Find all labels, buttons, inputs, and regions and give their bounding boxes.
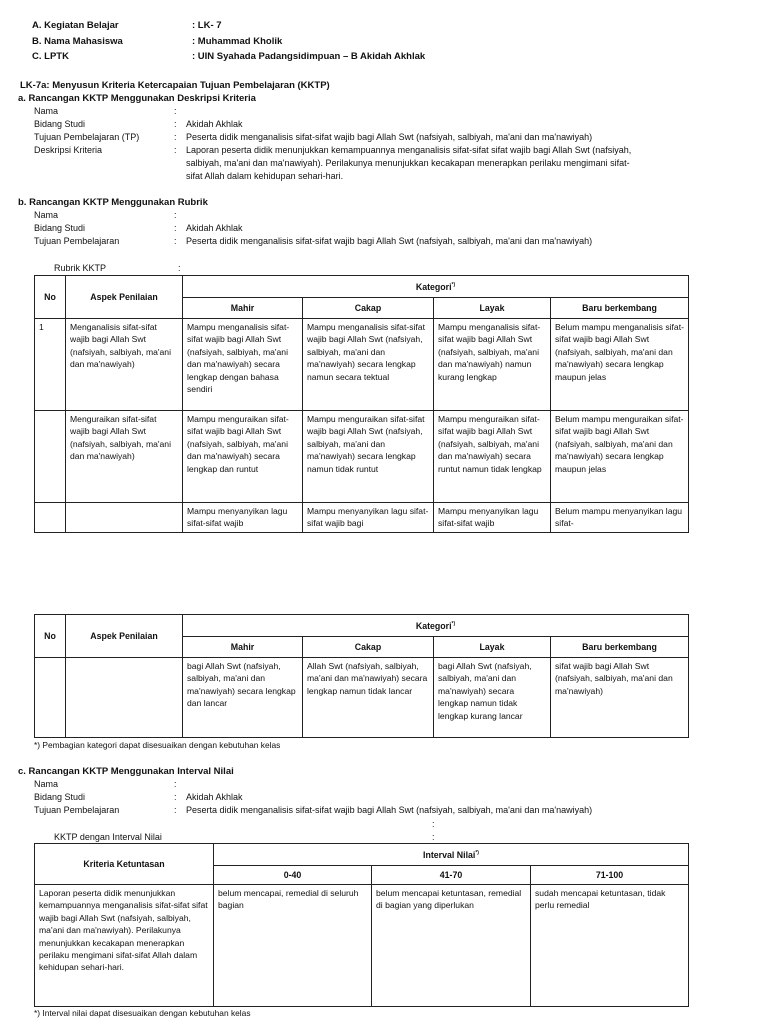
header-row-nama — [32, 36, 282, 47]
dk-line: sifat Allah dalam kehidupan sehari-hari. — [186, 171, 344, 181]
col-header: 0-40 — [214, 866, 372, 885]
rubrik-cell: Allah Swt (nafsiyah, salbiyah, ma'ani dan ma'nawiyah) secara lengkap namun tidak lancar — [303, 658, 434, 738]
a-nama-row — [34, 105, 186, 118]
row-aspek — [66, 503, 183, 533]
field-value: Peserta didik menganalisis sifat-sifat wajib bagi Allah Swt (nafsiyah, salbiyah, ma'ani dan ma'nawiyah) — [186, 805, 593, 815]
b-bidang-row — [34, 222, 243, 235]
field-label: Nama — [34, 106, 59, 116]
row-no — [35, 411, 66, 503]
interval-cell: sudah mencapai ketuntasan, tidak perlu remedial — [531, 885, 689, 1007]
header-value: : UIN Syahada Padangsidimpuan – B Akidah Akhlak — [192, 51, 426, 62]
section-title: LK-7a: Menyusun Kriteria Ketercapaian Tujuan Pembelajaran (KKTP) — [20, 80, 330, 91]
rubrik-table-continued — [34, 614, 689, 738]
header-label: B. Nama Mahasiswa — [32, 36, 123, 47]
header-row-lptk — [32, 51, 425, 62]
table-row — [35, 411, 689, 503]
rubrik-cell: Mampu menyanyikan lagu sifat-sifat wajib — [434, 503, 551, 533]
c-nama-row — [34, 778, 186, 791]
field-label: Bidang Studi — [34, 223, 86, 233]
field-value: Akidah Akhlak — [186, 119, 243, 129]
field-label: Nama — [34, 779, 59, 789]
interval-cell: belum mencapai, remedial di seluruh bagian — [214, 885, 372, 1007]
c-tp-row — [34, 804, 592, 817]
header-label: C. LPTK — [32, 51, 69, 62]
table-row — [35, 885, 689, 1007]
b-tp-row — [34, 235, 592, 248]
rubrik-cell: Mampu menyanyikan lagu sifat-sifat wajib bagi — [303, 503, 434, 533]
rubrik-cell: Mampu menganalisis sifat-sifat wajib bagi Allah Swt (nafsiyah, salbiyah, ma'ani dan ma'nawiyah) secara lengkap namun secara tektual — [303, 319, 434, 411]
field-label: Bidang Studi — [34, 792, 86, 802]
footnote-mark: *) — [451, 282, 456, 289]
field-label: KKTP dengan Interval Nilai — [54, 832, 162, 842]
kategori-header — [183, 276, 689, 298]
rubrik-cell: bagi Allah Swt (nafsiyah, salbiyah, ma'ani dan ma'nawiyah) secara lengkap dan lancar — [183, 658, 303, 738]
rubrik-cell: Mampu menyanyikan lagu sifat-sifat wajib — [183, 503, 303, 533]
field-label: Rubrik KKTP — [54, 263, 107, 273]
field-label: Tujuan Pembelajaran (TP) — [34, 132, 140, 142]
colon: : — [174, 119, 177, 129]
footnote-mark: *) — [451, 621, 456, 628]
interval-table — [34, 843, 689, 1007]
colon: : — [432, 832, 435, 842]
rubrik-cell: Belum mampu menyanyikan lagu sifat- — [551, 503, 689, 533]
table-row — [35, 658, 689, 738]
a-bidang-row — [34, 118, 243, 131]
rubrik-cell: Mampu menguraikan sifat-sifat wajib bagi Allah Swt (nafsiyah, salbiyah, ma'ani dan ma'nawiyah) secara lengkap dan runtut — [183, 411, 303, 503]
col-no-header: No — [35, 615, 66, 658]
row-no: 1 — [35, 319, 66, 411]
b-nama-row — [34, 209, 186, 222]
kategori-label: Kategori — [415, 282, 452, 293]
rubrik-cell: Mampu menganalisis sifat-sifat wajib bagi Allah Swt (nafsiyah, salbiyah, ma'ani dan ma'nawiyah) namun kurang lengkap — [434, 319, 551, 411]
rubrik-table — [34, 275, 689, 533]
a-tp-row — [34, 131, 592, 144]
colon: : — [174, 805, 177, 815]
colon: : — [174, 779, 177, 789]
kriteria-cell: Laporan peserta didik menunjukkan kemampuannya menganalisis sifat-sifat sifat wajib bagi Allah Swt (nafsiyah, salbiyah, ma'ani dan ma'nawiyah). Perilakunya menunjukkan kecakapan menerapkan perilaku mengimani sifat-sifat Allah dalam kehidupan sehari-hari. — [35, 885, 214, 1007]
col-aspek-header: Aspek Penilaian — [66, 276, 183, 319]
kategori-header — [183, 615, 689, 637]
colon: : — [174, 106, 177, 116]
rubrik-footnote: *) Pembagian kategori dapat disesuaikan dengan kebutuhan kelas — [34, 740, 281, 750]
col-header: 41-70 — [372, 866, 531, 885]
col-header: Mahir — [183, 637, 303, 658]
field-value: Akidah Akhlak — [186, 223, 243, 233]
col-header: Baru berkembang — [551, 637, 689, 658]
section-a-title: a. Rancangan KKTP Menggunakan Deskripsi Kriteria — [18, 93, 256, 104]
interval-cell: belum mencapai ketuntasan, remedial di bagian yang diperlukan — [372, 885, 531, 1007]
colon: : — [174, 792, 177, 802]
col-header: Cakap — [303, 637, 434, 658]
footnote-mark: *) — [475, 850, 479, 857]
col-header: Layak — [434, 298, 551, 319]
col-header: Layak — [434, 637, 551, 658]
interval-footnote: *) Interval nilai dapat disesuaikan dengan kebutuhan kelas — [34, 1008, 251, 1018]
rubrik-cell: Mampu menguraikan sifat-sifat wajib bagi Allah Swt (nafsiyah, salbiyah, ma'ani dan ma'nawiyah) secara lengkap namun tidak runtut — [303, 411, 434, 503]
col-header: Mahir — [183, 298, 303, 319]
row-no — [35, 503, 66, 533]
row-aspek: Menguraikan sifat-sifat wajib bagi Allah Swt (nafsiyah, salbiyah, ma'ani dan ma'nawiyah) — [66, 411, 183, 503]
row-aspek — [66, 658, 183, 738]
colon: : — [174, 132, 177, 142]
rubrik-cell: Mampu menganalisis sifat-sifat wajib bagi Allah Swt (nafsiyah, salbiyah, ma'ani dan ma'nawiyah) secara lengkap dengan bahasa sendiri — [183, 319, 303, 411]
row-aspek: Menganalisis sifat-sifat wajib bagi Allah Swt (nafsiyah, salbiyah, ma'ani dan ma'nawiyah) — [66, 319, 183, 411]
field-label: Tujuan Pembelajaran — [34, 236, 120, 246]
dk-line: Laporan peserta didik menunjukkan kemampuannya menganalisis sifat-sifat sifat wajib bagi Allah Swt (nafsiyah, — [186, 145, 632, 155]
kategori-label: Kategori — [415, 621, 452, 632]
a-dk-row — [34, 144, 631, 183]
rubrik-cell: Mampu menguraikan sifat-sifat wajib bagi Allah Swt (nafsiyah, salbiyah, ma'ani dan ma'nawiyah) secara runtut namun tidak lengkap — [434, 411, 551, 503]
field-value — [186, 144, 631, 183]
field-label: Bidang Studi — [34, 119, 86, 129]
header-row-kegiatan — [32, 20, 222, 31]
colon-marker: : — [432, 819, 435, 829]
field-value: Akidah Akhlak — [186, 792, 243, 802]
field-label: Tujuan Pembelajaran — [34, 805, 120, 815]
col-no-header: No — [35, 276, 66, 319]
colon: : — [178, 263, 181, 273]
table-row — [35, 319, 689, 411]
col-header: Cakap — [303, 298, 434, 319]
row-no — [35, 658, 66, 738]
header-value: : Muhammad Kholik — [192, 36, 283, 47]
interval-header — [214, 844, 689, 866]
header-label: A. Kegiatan Belajar — [32, 20, 119, 31]
section-b-title: b. Rancangan KKTP Menggunakan Rubrik — [18, 197, 208, 208]
c-bidang-row — [34, 791, 243, 804]
col-header: Baru berkembang — [551, 298, 689, 319]
field-label: Deskripsi Kriteria — [34, 145, 103, 155]
field-label: Nama — [34, 210, 59, 220]
colon: : — [174, 223, 177, 233]
rubrik-cell: Belum mampu menganalisis sifat-sifat wajib bagi Allah Swt (nafsiyah, salbiyah, ma'ani dan ma'nawiyah) secara lengkap maupun jelas — [551, 319, 689, 411]
rubrik-cell: sifat wajib bagi Allah Swt (nafsiyah, salbiyah, ma'ani dan ma'nawiyah) — [551, 658, 689, 738]
table-row — [35, 503, 689, 533]
header-value: : LK- 7 — [192, 20, 222, 31]
rubrik-cell: bagi Allah Swt (nafsiyah, salbiyah, ma'ani dan ma'nawiyah) secara lengkap namun tidak lengkap kurang lancar — [434, 658, 551, 738]
colon: : — [174, 236, 177, 246]
field-value: Peserta didik menganalisis sifat-sifat wajib bagi Allah Swt (nafsiyah, salbiyah, ma'ani dan ma'nawiyah) — [186, 236, 593, 246]
field-value: Peserta didik menganalisis sifat-sifat wajib bagi Allah Swt (nafsiyah, salbiyah, ma'ani dan ma'nawiyah) — [186, 132, 593, 142]
rubrik-cell: Belum mampu menguraikan sifat-sifat wajib bagi Allah Swt (nafsiyah, salbiyah, ma'ani dan ma'nawiyah) secara lengkap maupun jelas — [551, 411, 689, 503]
colon: : — [174, 145, 177, 155]
col-aspek-header: Aspek Penilaian — [66, 615, 183, 658]
rubrik-label-row — [54, 262, 181, 275]
col-header: 71-100 — [531, 866, 689, 885]
colon: : — [174, 210, 177, 220]
interval-label: Interval Nilai — [423, 850, 476, 861]
section-c-title: c. Rancangan KKTP Menggunakan Interval Nilai — [18, 766, 234, 777]
kriteria-header: Kriteria Ketuntasan — [35, 844, 214, 885]
dk-line: salbiyah, ma'ani dan ma'nawiyah). Perilakunya menunjukkan kecakapan menerapkan perilaku mengimani sifat- — [186, 158, 630, 168]
